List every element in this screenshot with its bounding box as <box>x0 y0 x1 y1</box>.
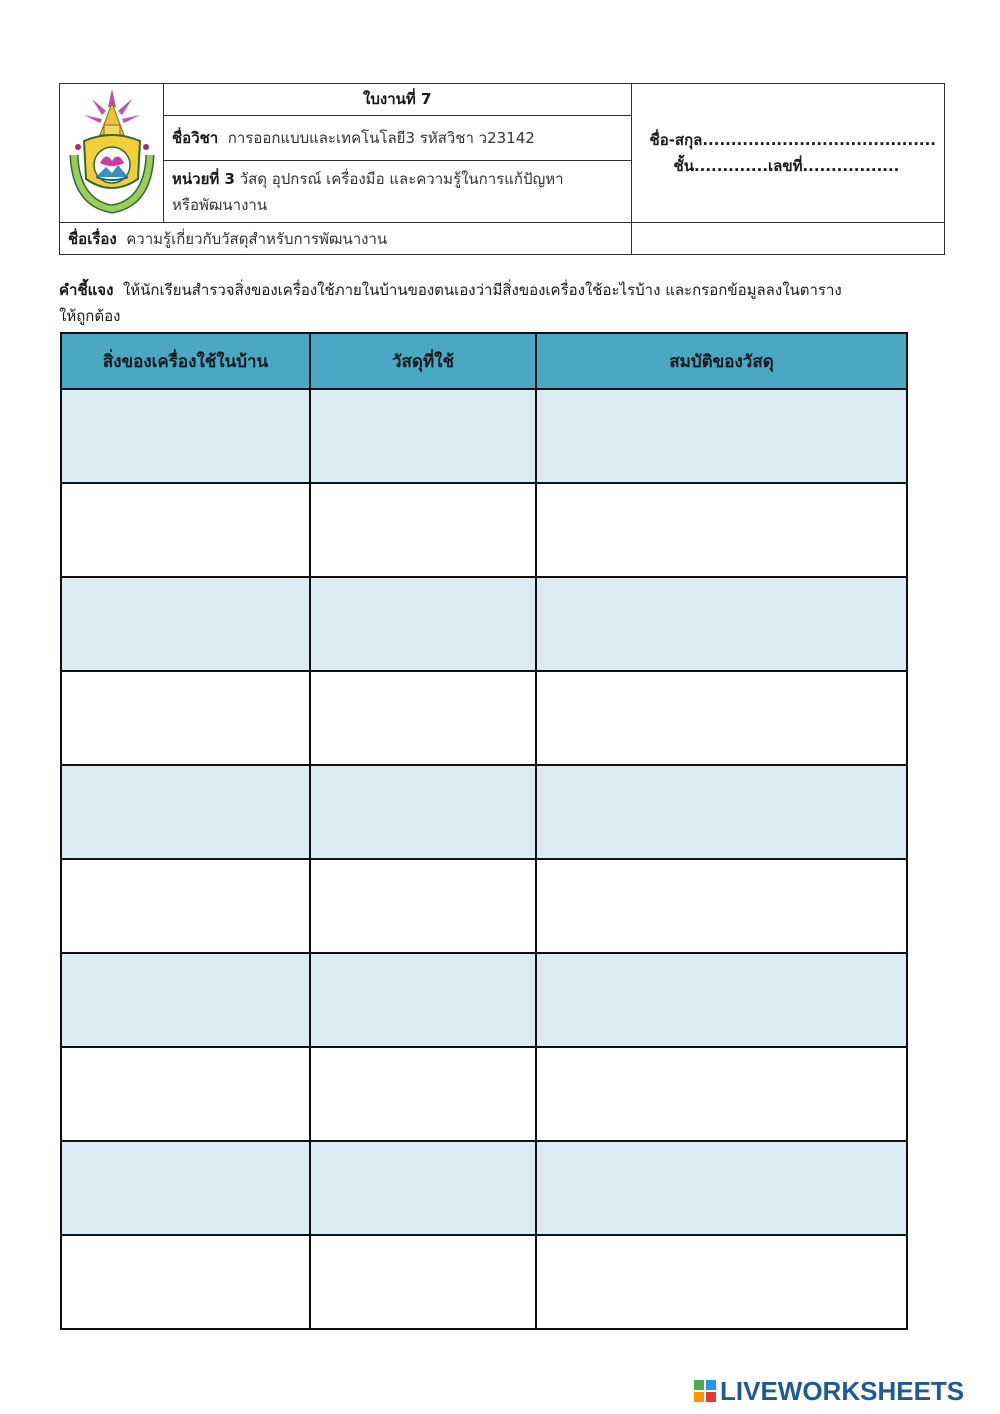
material-property-input[interactable] <box>537 578 906 670</box>
material-input[interactable] <box>311 484 535 576</box>
table-row <box>61 577 907 671</box>
household-item-input[interactable] <box>62 390 309 482</box>
column-header-household-item: สิ่งของเครื่องใช้ในบ้าน <box>61 333 310 389</box>
table-cell <box>536 483 907 577</box>
table-cell <box>310 389 536 483</box>
column-header-material-property: สมบัติของวัสดุ <box>536 333 907 389</box>
table-cell <box>536 1141 907 1235</box>
material-property-input[interactable] <box>537 1142 906 1234</box>
table-cell <box>536 953 907 1047</box>
school-logo-cell <box>60 84 164 223</box>
material-input[interactable] <box>311 578 535 670</box>
worksheet-title: ใบงานที่ 7 <box>164 84 632 116</box>
table-cell <box>61 577 310 671</box>
table-cell <box>310 483 536 577</box>
table-cell <box>310 671 536 765</box>
unit-value-line1: วัสดุ อุปกรณ์ เครื่องมือ และความรู้ในการแก้ปัญหา <box>239 169 564 188</box>
table-cell <box>536 1235 907 1329</box>
material-input[interactable] <box>311 954 535 1046</box>
table-cell <box>310 1235 536 1329</box>
unit-label: หน่วยที่ 3 <box>172 169 235 188</box>
instruction-text-line1: ให้นักเรียนสำรวจสิ่งของเครื่องใช้ภายในบ้านของตนเองว่ามีสิ่งของเครื่องใช้อะไรบ้าง และกรอกข้อมูลลงในตาราง <box>122 281 842 299</box>
table-cell <box>61 483 310 577</box>
material-input[interactable] <box>311 860 535 952</box>
table-row <box>61 1047 907 1141</box>
household-item-input[interactable] <box>62 578 309 670</box>
topic-label: ชื่อเรื่อง <box>68 229 117 248</box>
table-row <box>61 765 907 859</box>
worksheet-header <box>59 83 945 255</box>
household-item-input[interactable] <box>62 1048 309 1140</box>
table-cell <box>536 389 907 483</box>
subject-label: ชื่อวิชา <box>172 128 219 147</box>
table-cell <box>310 577 536 671</box>
household-item-input[interactable] <box>62 1236 309 1328</box>
material-input[interactable] <box>311 672 535 764</box>
subject-value: การออกแบบและเทคโนโลยี3 รหัสวิชา ว23142 <box>227 128 535 147</box>
table-cell <box>61 953 310 1047</box>
table-cell <box>61 1141 310 1235</box>
instruction-text-line2: ให้ถูกต้อง <box>59 307 121 325</box>
table-cell <box>61 671 310 765</box>
material-property-input[interactable] <box>537 954 906 1046</box>
column-header-material: วัสดุที่ใช้ <box>310 333 536 389</box>
student-info-cell <box>631 84 944 223</box>
table-cell <box>536 1047 907 1141</box>
liveworksheets-brand <box>694 1376 964 1406</box>
table-cell <box>61 859 310 953</box>
table-row <box>61 671 907 765</box>
table-cell <box>61 389 310 483</box>
unit-row <box>164 161 632 223</box>
material-property-input[interactable] <box>537 766 906 858</box>
instruction-label: คำชี้แจง <box>59 281 114 299</box>
material-property-input[interactable] <box>537 1048 906 1140</box>
liveworksheets-logo-icon <box>694 1380 716 1402</box>
material-input[interactable] <box>311 1142 535 1234</box>
table-cell <box>61 1047 310 1141</box>
table-cell <box>310 1047 536 1141</box>
material-property-input[interactable] <box>537 672 906 764</box>
table-cell <box>61 765 310 859</box>
household-item-input[interactable] <box>62 484 309 576</box>
class-number-line[interactable]: ชั้น.............เลขที่................. <box>673 157 900 176</box>
material-property-input[interactable] <box>537 484 906 576</box>
household-item-input[interactable] <box>62 766 309 858</box>
material-input[interactable] <box>311 1236 535 1328</box>
school-logo-icon <box>62 85 162 217</box>
table-row <box>61 1141 907 1235</box>
table-row <box>61 483 907 577</box>
table-cell <box>61 1235 310 1329</box>
household-item-input[interactable] <box>62 860 309 952</box>
table-cell <box>536 859 907 953</box>
household-item-input[interactable] <box>62 1142 309 1234</box>
table-cell <box>310 765 536 859</box>
material-input[interactable] <box>311 766 535 858</box>
material-input[interactable] <box>311 390 535 482</box>
table-cell <box>536 671 907 765</box>
material-property-input[interactable] <box>537 1236 906 1328</box>
survey-table <box>60 332 908 1330</box>
table-cell <box>310 859 536 953</box>
household-item-input[interactable] <box>62 954 309 1046</box>
table-cell <box>310 953 536 1047</box>
household-item-input[interactable] <box>62 672 309 764</box>
material-input[interactable] <box>311 1048 535 1140</box>
brand-name: LIVEWORKSHEETS <box>720 1375 965 1406</box>
table-cell <box>536 765 907 859</box>
table-row <box>61 1235 907 1329</box>
topic-value: ความรู้เกี่ยวกับวัสดุสำหรับการพัฒนางาน <box>126 229 388 248</box>
table-row <box>61 859 907 953</box>
student-name-line[interactable]: ชื่อ-สกุล......................................... <box>649 131 936 150</box>
material-property-input[interactable] <box>537 390 906 482</box>
table-cell <box>310 1141 536 1235</box>
table-header-row <box>61 333 907 389</box>
table-cell <box>536 577 907 671</box>
table-row <box>61 389 907 483</box>
unit-value-line2: หรือพัฒนางาน <box>172 195 268 214</box>
topic-row <box>60 223 632 255</box>
table-row <box>61 953 907 1047</box>
instruction-block <box>59 277 939 329</box>
material-property-input[interactable] <box>537 860 906 952</box>
subject-row <box>164 115 632 161</box>
empty-corner-cell <box>631 223 944 255</box>
